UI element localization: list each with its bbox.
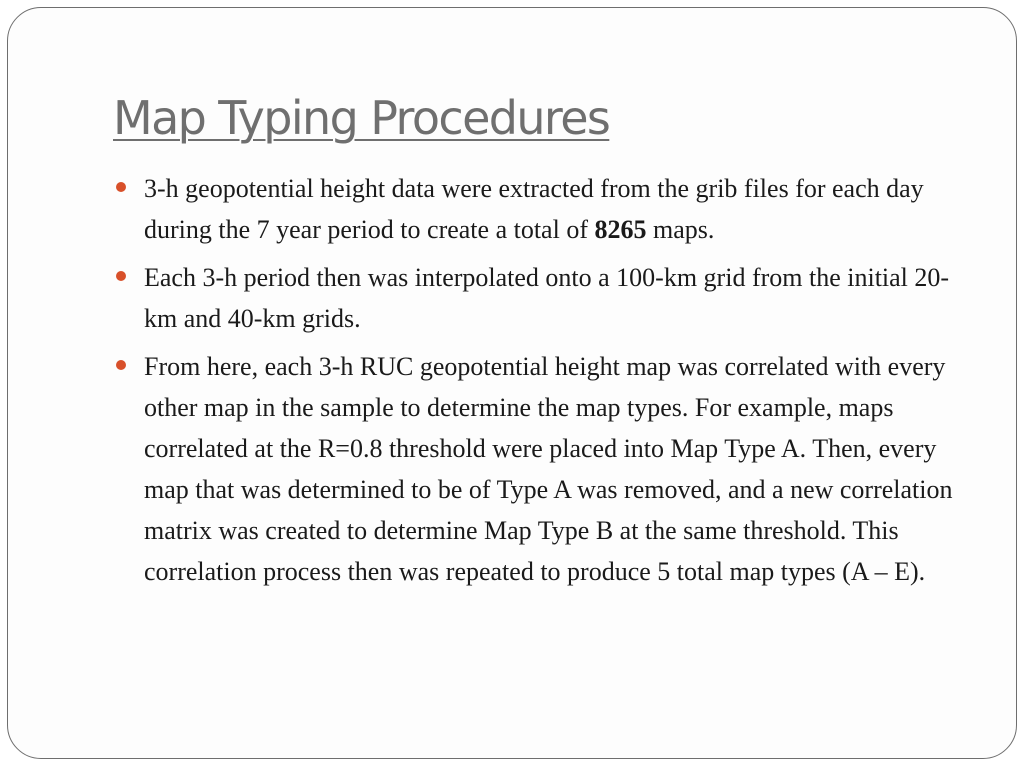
bullet-1-text-end: maps.: [646, 215, 715, 244]
bullet-list: [116, 168, 961, 599]
bullet-dot-icon: [116, 182, 126, 192]
bullet-1-map-count: 8265: [594, 215, 647, 244]
bullet-item-3: [116, 346, 961, 592]
bullet-dot-icon: [116, 271, 126, 281]
bullet-item-1: [116, 168, 961, 250]
bullet-1-text-start: 3-h geopotential height data were extracted from the grib files for each day during the 7 year period to create a total of: [144, 174, 924, 244]
bullet-item-2: [116, 257, 961, 339]
bullet-dot-icon: [116, 360, 126, 370]
bullet-2-text: Each 3-h period then was interpolated onto a 100-km grid from the initial 20-km and 40-km grids.: [144, 263, 950, 333]
bullet-3-text: From here, each 3-h RUC geopotential height map was correlated with every other map in the sample to determine the map types. For example, maps correlated at the R=0.8 threshold were placed into Map Type A. Then, every map that was determined to be of Type A was removed, and a new correlation matrix was created to determine Map Type B at the same threshold. This correlation process then was repeated to produce 5 total map types (A – E).: [144, 352, 953, 586]
slide-title: Map Typing Procedures: [113, 91, 610, 145]
